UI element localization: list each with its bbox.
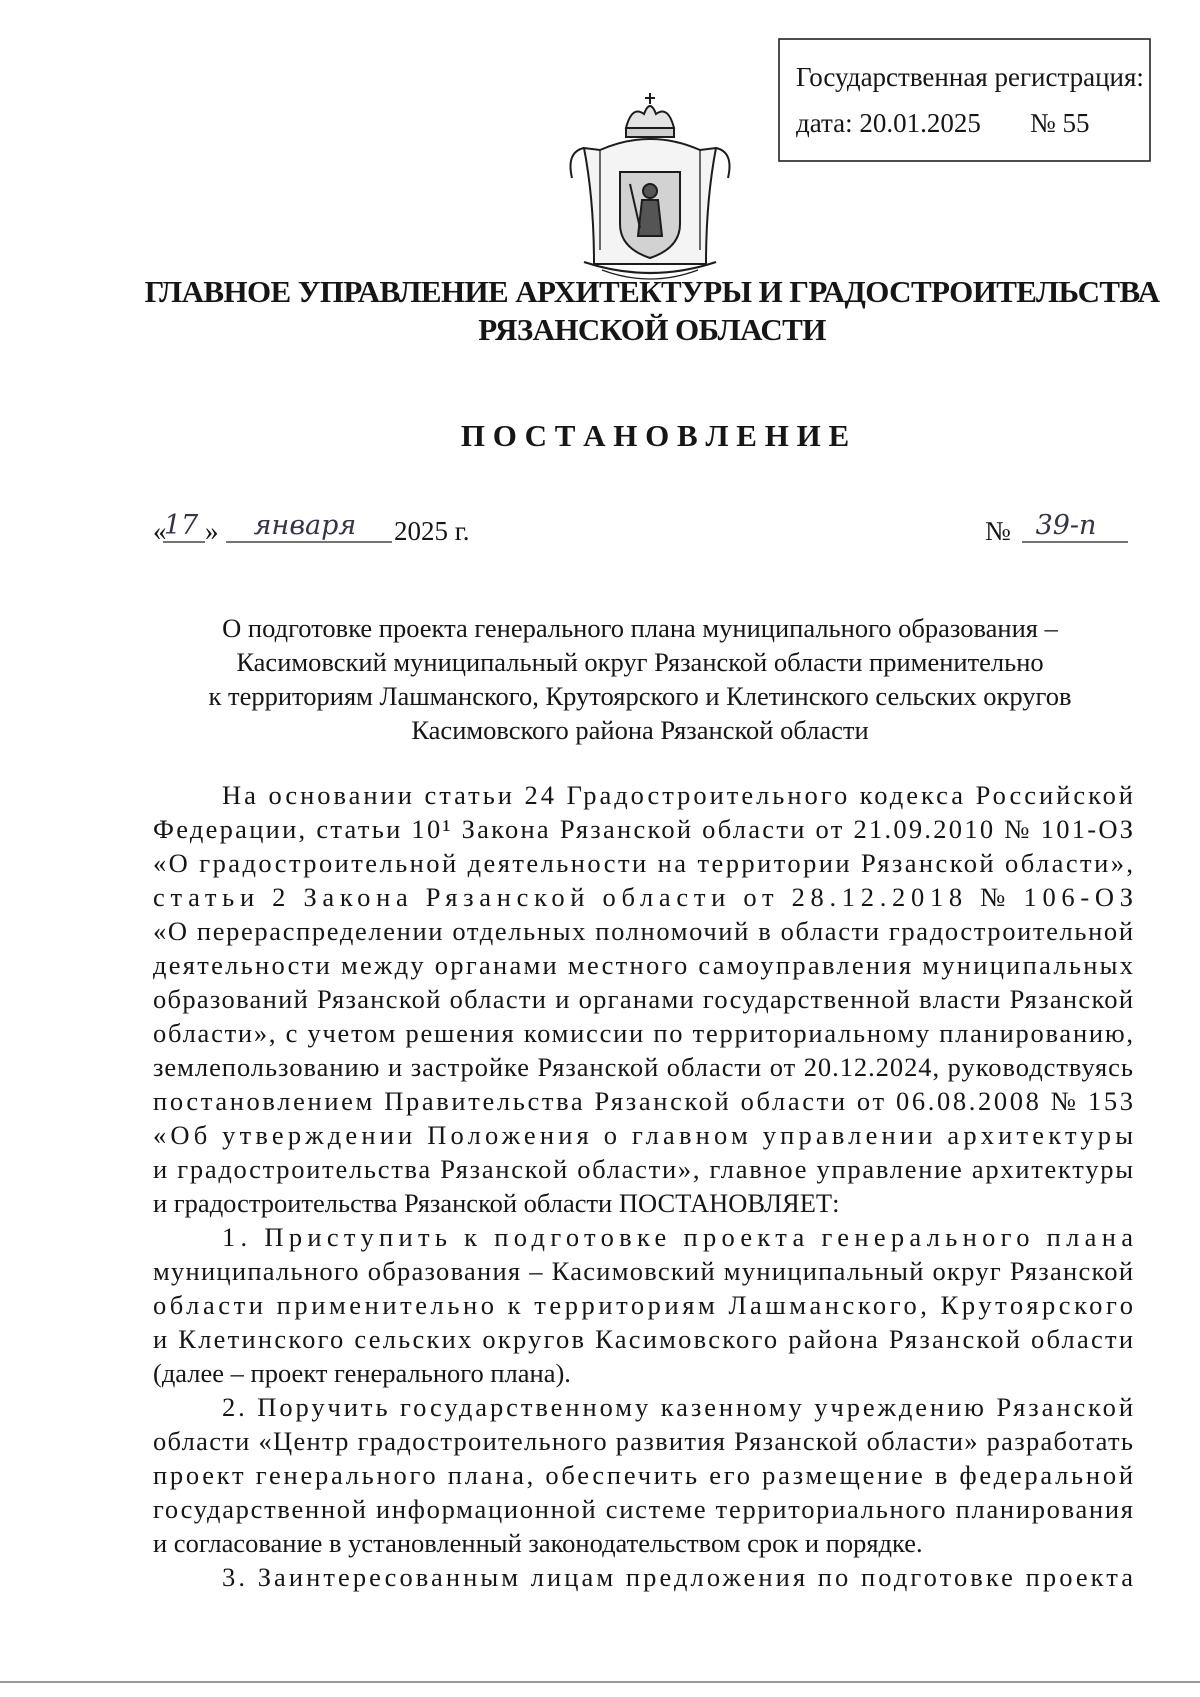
body-line: землепользованию и застройке Рязанской области от 20.12.2024, руководствуясь [153,1052,1133,1082]
body-line: области», с учетом решения комиссии по территориальному планированию, [153,1018,1133,1048]
document-type-heading: П О С Т А Н О В Л Е Н И Е [460,418,850,453]
body-line: 2. Поручить государственному казенному учреждению Рязанской [222,1392,1133,1422]
body-line: области «Центр градостроительного развития Рязанской области» разработать [153,1426,1133,1456]
date-close-quote: » [205,516,219,546]
body-line: На основании статьи 24 Градостроительного кодекса Российской [222,780,1133,810]
org-name-line-2: РЯЗАНСКОЙ ОБЛАСТИ [478,312,826,347]
doc-number-label: № [985,516,1011,546]
body-line: деятельности между органами местного самоуправления муниципальных [153,950,1133,980]
date-year: 2025 г. [394,516,470,546]
body-line: и градостроительства Рязанской области ПОСТАНОВЛЯЕТ: [153,1188,840,1218]
registration-number: № 55 [1030,108,1090,138]
title-line: О подготовке проекта генерального плана муниципального образования – [222,613,1058,643]
body-line: «Об утверждении Положения о главном управлении архитектуры [153,1120,1133,1150]
body-line: и согласование в установленный законодательством срок и порядке. [153,1528,923,1558]
body-line: Федерации, статьи 10¹ Закона Рязанской области от 21.09.2010 № 101-ОЗ [153,814,1133,844]
date-open-quote: « [153,516,167,546]
title-line: Касимовского района Рязанской области [411,715,869,745]
title-line: Касимовский муниципальный округ Рязанской области применительно [236,647,1044,677]
body-line: 1. Приступить к подготовке проекта генерального плана [222,1222,1133,1252]
registration-date: дата: 20.01.2025 [796,108,981,138]
body-line: постановлением Правительства Рязанской области от 06.08.2008 № 153 [153,1086,1133,1116]
doc-number-handwritten: 39-п [1035,510,1097,541]
title-line: к территориям Лашманского, Крутоярского и Клетинского сельских округов [208,681,1072,711]
body-line: «О перераспределении отдельных полномочий в области градостроительной [153,916,1133,946]
body-line: области применительно к территориям Лашманского, Крутоярского [153,1290,1133,1320]
org-name-line-1: ГЛАВНОЕ УПРАВЛЕНИЕ АРХИТЕКТУРЫ И ГРАДОСТРОИТЕЛЬСТВА [144,274,1160,309]
body-line: образований Рязанской области и органами государственной власти Рязанской [153,984,1133,1014]
registration-heading: Государственная регистрация: [796,62,1144,92]
body-line: статьи 2 Закона Рязанской области от 28.12.2018 № 106-ОЗ [153,882,1133,912]
body-line: (далее – проект генерального плана). [153,1358,571,1388]
date-day-handwritten: 17 [163,510,199,541]
body-line: 3. Заинтересованным лицам предложения по подготовке проекта [222,1562,1133,1592]
date-month-handwritten: января [253,510,357,541]
body-line: проект генерального плана, обеспечить его размещение в федеральной [153,1460,1133,1490]
body-line: «О градостроительной деятельности на территории Рязанской области», [153,848,1133,878]
body-line: и Клетинского сельских округов Касимовского района Рязанской области [153,1324,1133,1354]
body-line: государственной информационной системе территориального планирования [153,1494,1133,1524]
body-line: и градостроительства Рязанской области», главное управление архитектуры [153,1154,1133,1184]
body-line: муниципального образования – Касимовский муниципальный округ Рязанской [153,1256,1133,1286]
